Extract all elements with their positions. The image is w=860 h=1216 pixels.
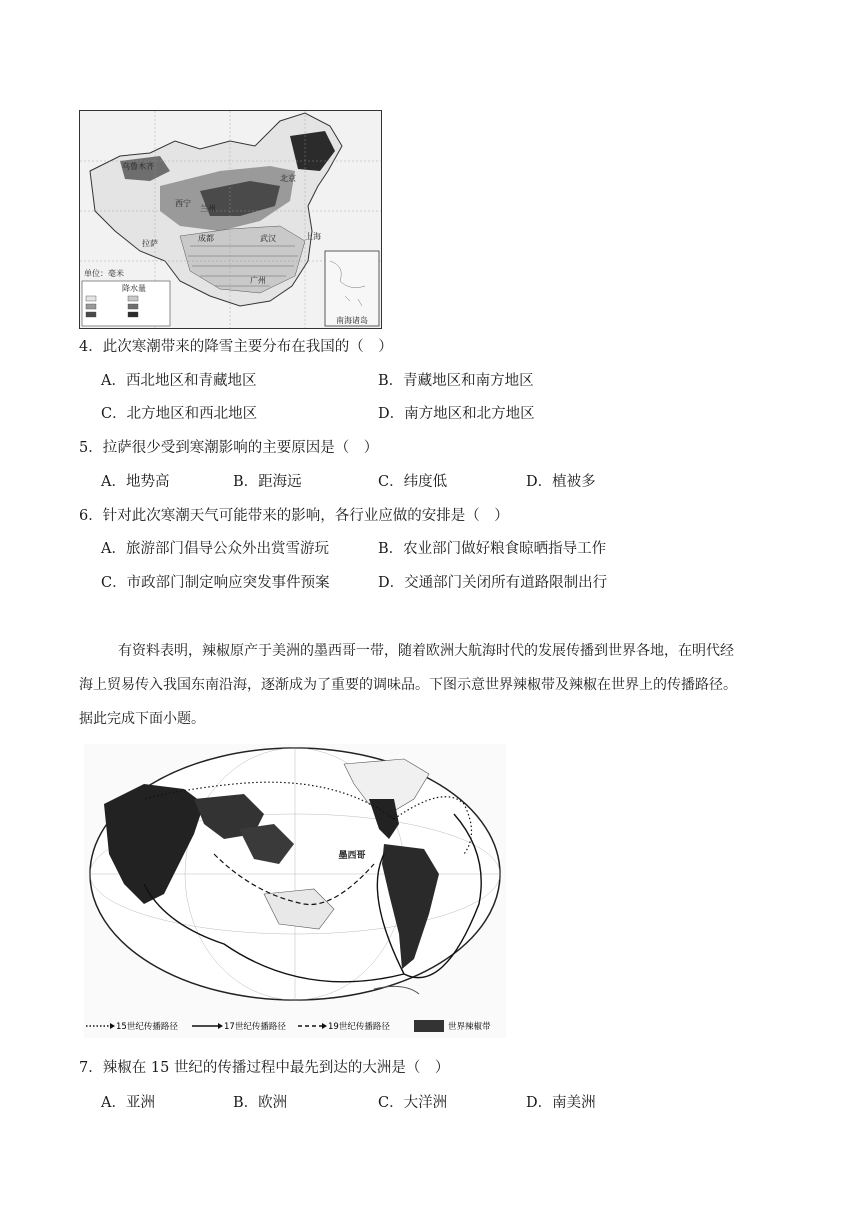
- place-label: 北京: [280, 174, 296, 183]
- option-c[interactable]: [101, 573, 330, 593]
- option-text: 植被多: [552, 474, 596, 490]
- unit-label: 单位：毫米: [84, 269, 124, 278]
- option-label: C．: [378, 1095, 404, 1111]
- question-stem: 拉萨很少受到寒潮影响的主要原因是（ ）: [102, 440, 379, 456]
- option-d[interactable]: [526, 1093, 596, 1113]
- option-text: 市政部门制定响应突发事件预案: [126, 575, 330, 591]
- option-text: 青藏地区和南方地区: [403, 373, 534, 389]
- option-text: 南方地区和北方地区: [404, 406, 535, 422]
- inset-label: 南海诸岛: [336, 316, 368, 325]
- mexico-label: 墨西哥: [338, 851, 366, 861]
- map2-legend-graphic: [84, 1016, 506, 1036]
- option-label: B．: [378, 373, 404, 389]
- option-label: B．: [378, 541, 404, 557]
- option-d[interactable]: [526, 472, 596, 492]
- place-label: 广州: [250, 276, 266, 285]
- passage-line-3: 据此完成下面小题。: [79, 711, 205, 727]
- option-a[interactable]: [101, 1093, 155, 1113]
- legend-header: 降水量: [122, 284, 146, 293]
- option-text: 距海远: [258, 474, 302, 490]
- option-a[interactable]: [101, 472, 169, 492]
- legend-route15: 15世纪传播路径: [116, 1022, 178, 1032]
- china-map-graphic: [80, 111, 381, 328]
- option-label: A．: [101, 1095, 126, 1111]
- legend-belt: 世界辣椒带: [448, 1022, 491, 1032]
- option-text: 欧洲: [258, 1095, 288, 1111]
- option-label: D．: [526, 474, 553, 490]
- option-d[interactable]: [378, 573, 607, 593]
- option-b[interactable]: [233, 1093, 287, 1113]
- option-b[interactable]: [378, 371, 534, 391]
- china-precipitation-map: [79, 110, 382, 329]
- place-label: 拉萨: [142, 239, 158, 248]
- option-label: D．: [378, 406, 405, 422]
- option-c[interactable]: [378, 1093, 447, 1113]
- option-label: B．: [233, 474, 259, 490]
- world-map-graphic: [84, 744, 506, 1038]
- legend-route19: 19世纪传播路径: [328, 1022, 390, 1032]
- question-4: [79, 337, 393, 357]
- map2-legend: [84, 1016, 506, 1036]
- option-text: 交通部门关闭所有道路限制出行: [404, 575, 608, 591]
- option-text: 地势高: [125, 474, 170, 490]
- passage-line-1: 有资料表明，辣椒原产于美洲的墨西哥一带，随着欧洲大航海时代的发展传播到世界各地，在明代经: [118, 643, 734, 659]
- option-text: 旅游部门倡导公众外出赏雪游玩: [125, 541, 329, 557]
- question-stem: 针对此次寒潮天气可能带来的影响，各行业应做的安排是（ ）: [102, 508, 509, 524]
- option-a[interactable]: [101, 371, 256, 391]
- question-number: 5．: [79, 440, 103, 456]
- question-5: [79, 438, 378, 458]
- option-label: C．: [378, 474, 404, 490]
- question-7: [79, 1058, 449, 1078]
- place-label: 乌鲁木齐: [122, 162, 154, 171]
- option-b[interactable]: [233, 472, 302, 492]
- option-b[interactable]: [378, 539, 606, 559]
- option-label: B．: [233, 1095, 259, 1111]
- option-label: D．: [378, 575, 405, 591]
- option-text: 南美洲: [552, 1095, 596, 1111]
- place-label: 成都: [198, 234, 214, 243]
- option-label: A．: [101, 474, 126, 490]
- question-number: 6．: [79, 508, 103, 524]
- option-label: D．: [526, 1095, 553, 1111]
- place-label: 西宁: [175, 199, 191, 208]
- option-d[interactable]: [378, 404, 535, 424]
- world-pepper-map: [84, 744, 506, 1038]
- question-number: 7．: [79, 1060, 103, 1076]
- option-label: C．: [101, 406, 127, 422]
- option-text: 纬度低: [403, 474, 448, 490]
- question-6: [79, 506, 509, 526]
- option-text: 北方地区和西北地区: [126, 406, 258, 422]
- option-text: 亚洲: [125, 1095, 155, 1111]
- option-label: C．: [101, 575, 127, 591]
- map1-legend: [82, 281, 170, 326]
- passage-line-2: 海上贸易传入我国东南沿海，逐渐成为了重要的调味品。下图示意世界辣椒带及辣椒在世界上的传播路径。: [79, 677, 737, 693]
- option-label: A．: [101, 541, 126, 557]
- place-label: 兰州: [200, 204, 216, 213]
- option-label: A．: [101, 373, 126, 389]
- question-stem: 辣椒在 15 世纪的传播过程中最先到达的大洲是（ ）: [102, 1060, 450, 1076]
- option-a[interactable]: [101, 539, 329, 559]
- question-number: 4．: [79, 339, 103, 355]
- option-text: 西北地区和青藏地区: [125, 373, 257, 389]
- question-stem: 此次寒潮带来的降雪主要分布在我国的（ ）: [102, 339, 393, 355]
- place-label: 武汉: [260, 234, 276, 243]
- option-text: 农业部门做好粮食晾晒指导工作: [403, 541, 607, 557]
- option-text: 大洋洲: [403, 1095, 448, 1111]
- option-c[interactable]: [378, 472, 447, 492]
- legend-route17: 17世纪传播路径: [224, 1022, 286, 1032]
- option-c[interactable]: [101, 404, 257, 424]
- place-label: 上海: [305, 232, 321, 241]
